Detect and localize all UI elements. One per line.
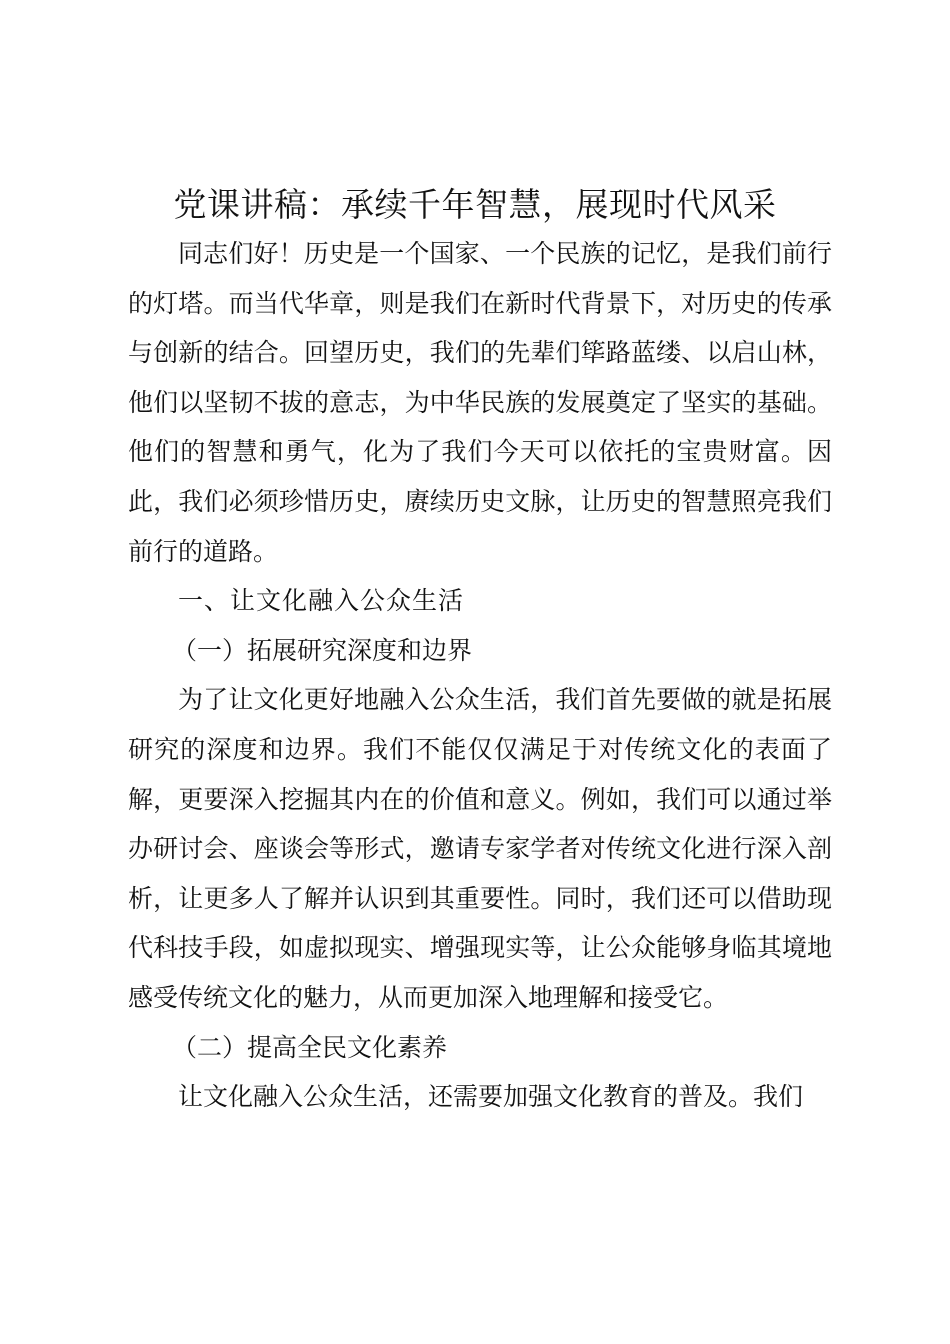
- subsection-heading-1: （一）拓展研究深度和边界: [172, 635, 473, 665]
- document-body: [128, 229, 832, 1122]
- subsection-heading-2: （二）提高全民文化素养: [172, 1032, 448, 1062]
- paragraph-research: 为了让文化更好地融入公众生活，我们首先要做的就是拓展研究的深度和边界。我们不能仅仅满足于对传统文化的表面了解，更要深入挖掘其内在的价值和意义。例如，我们可以通过举办研讨会、座谈会等形式，邀请专家学者对传统文化进行深入剖析，让更多人了解并认识到其重要性。同时，我们还可以借助现代科技手段，如虚拟现实、增强现实等，让公众能够身临其境地感受传统文化的魅力，从而更加深入地理解和接受它。: [128, 685, 832, 1012]
- paragraph-intro: 同志们好！历史是一个国家、一个民族的记忆，是我们前行的灯塔。而当代华章，则是我们在新时代背景下，对历史的传承与创新的结合。回望历史，我们的先辈们筚路蓝缕、以启山林，他们以坚韧不拔的意志，为中华民族的发展奠定了坚实的基础。他们的智慧和勇气，化为了我们今天可以依托的宝贵财富。因此，我们必须珍惜历史，赓续历史文脉，让历史的智慧照亮我们前行的道路。: [128, 239, 832, 566]
- document-title: 党课讲稿：承续千年智慧，展现时代风采: [173, 185, 777, 224]
- paragraph-literacy: 让文化融入公众生活，还需要加强文化教育的普及。我们: [178, 1082, 804, 1112]
- section-heading-1: 一、让文化融入公众生活: [178, 586, 465, 616]
